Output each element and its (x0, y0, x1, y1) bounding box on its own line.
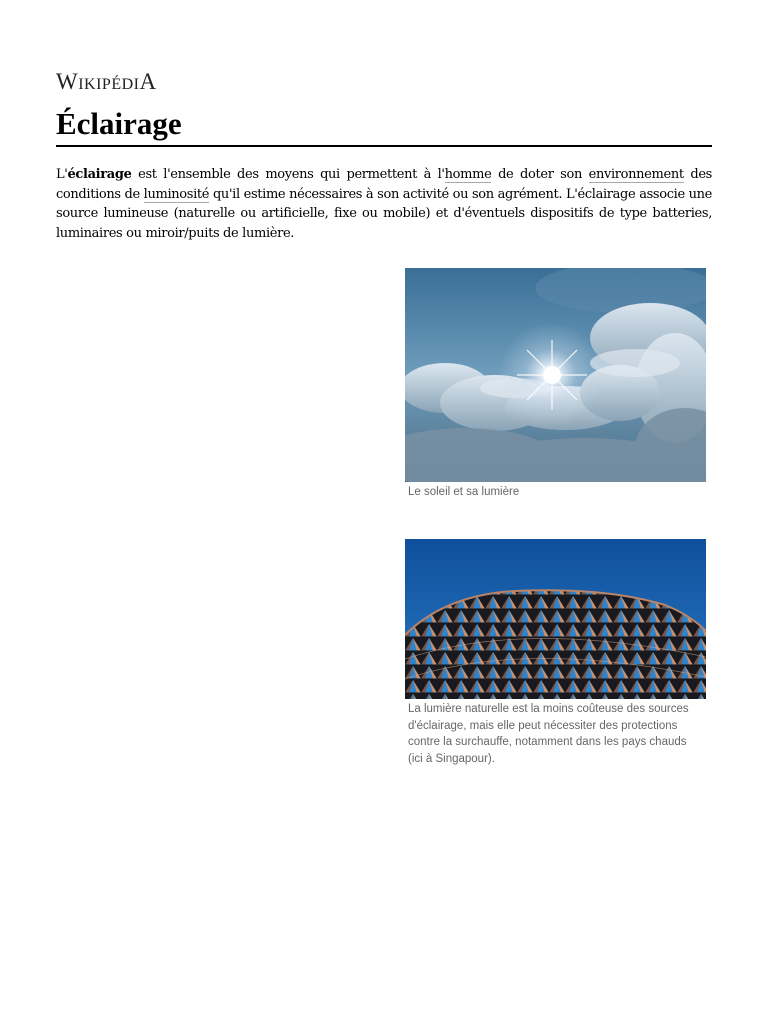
title-divider (56, 145, 712, 147)
esplanade-roof-image[interactable] (405, 539, 706, 699)
wikipedia-wordmark[interactable] (56, 70, 256, 94)
intro-text-5: qu'il estime nécessaires à son activité ou son agrément. L'éclairage associe une source lumineuse (naturelle ou artificielle, fixe ou mobile) et d'éventuels dispositifs de type batteries, luminaires ou miroir/puits de lumière. (56, 186, 712, 241)
figure-caption: La lumière naturelle est la moins coûteuse des sources d'éclairage, mais elle peut nécessiter des protections contre la surchauffe, notamment dans les pays chauds (ici à Singapour). (408, 703, 689, 765)
intro-text-1: L' (56, 167, 68, 182)
page-title: Éclairage (56, 106, 182, 141)
wordmark-initial: W (56, 69, 79, 94)
intro-text-3: de doter son (491, 167, 589, 182)
figure-caption: Le soleil et sa lumière (408, 486, 520, 498)
link-homme[interactable]: homme (444, 167, 492, 182)
figure-sun (405, 268, 706, 501)
intro-paragraph (56, 165, 712, 243)
intro-bold-term: éclairage (67, 167, 132, 182)
wordmark-final: A (139, 69, 157, 94)
figure-esplanade (405, 539, 706, 767)
link-environnement[interactable]: environnement (588, 167, 684, 182)
intro-text-4: des conditions de (56, 167, 713, 202)
intro-text-2: est l'ensemble des moyens qui permettent à l' (131, 167, 445, 182)
wordmark-middle: IKIPÉDI (78, 76, 140, 93)
link-luminosite[interactable]: luminosité (143, 186, 210, 202)
sun-clouds-image[interactable] (405, 268, 706, 482)
